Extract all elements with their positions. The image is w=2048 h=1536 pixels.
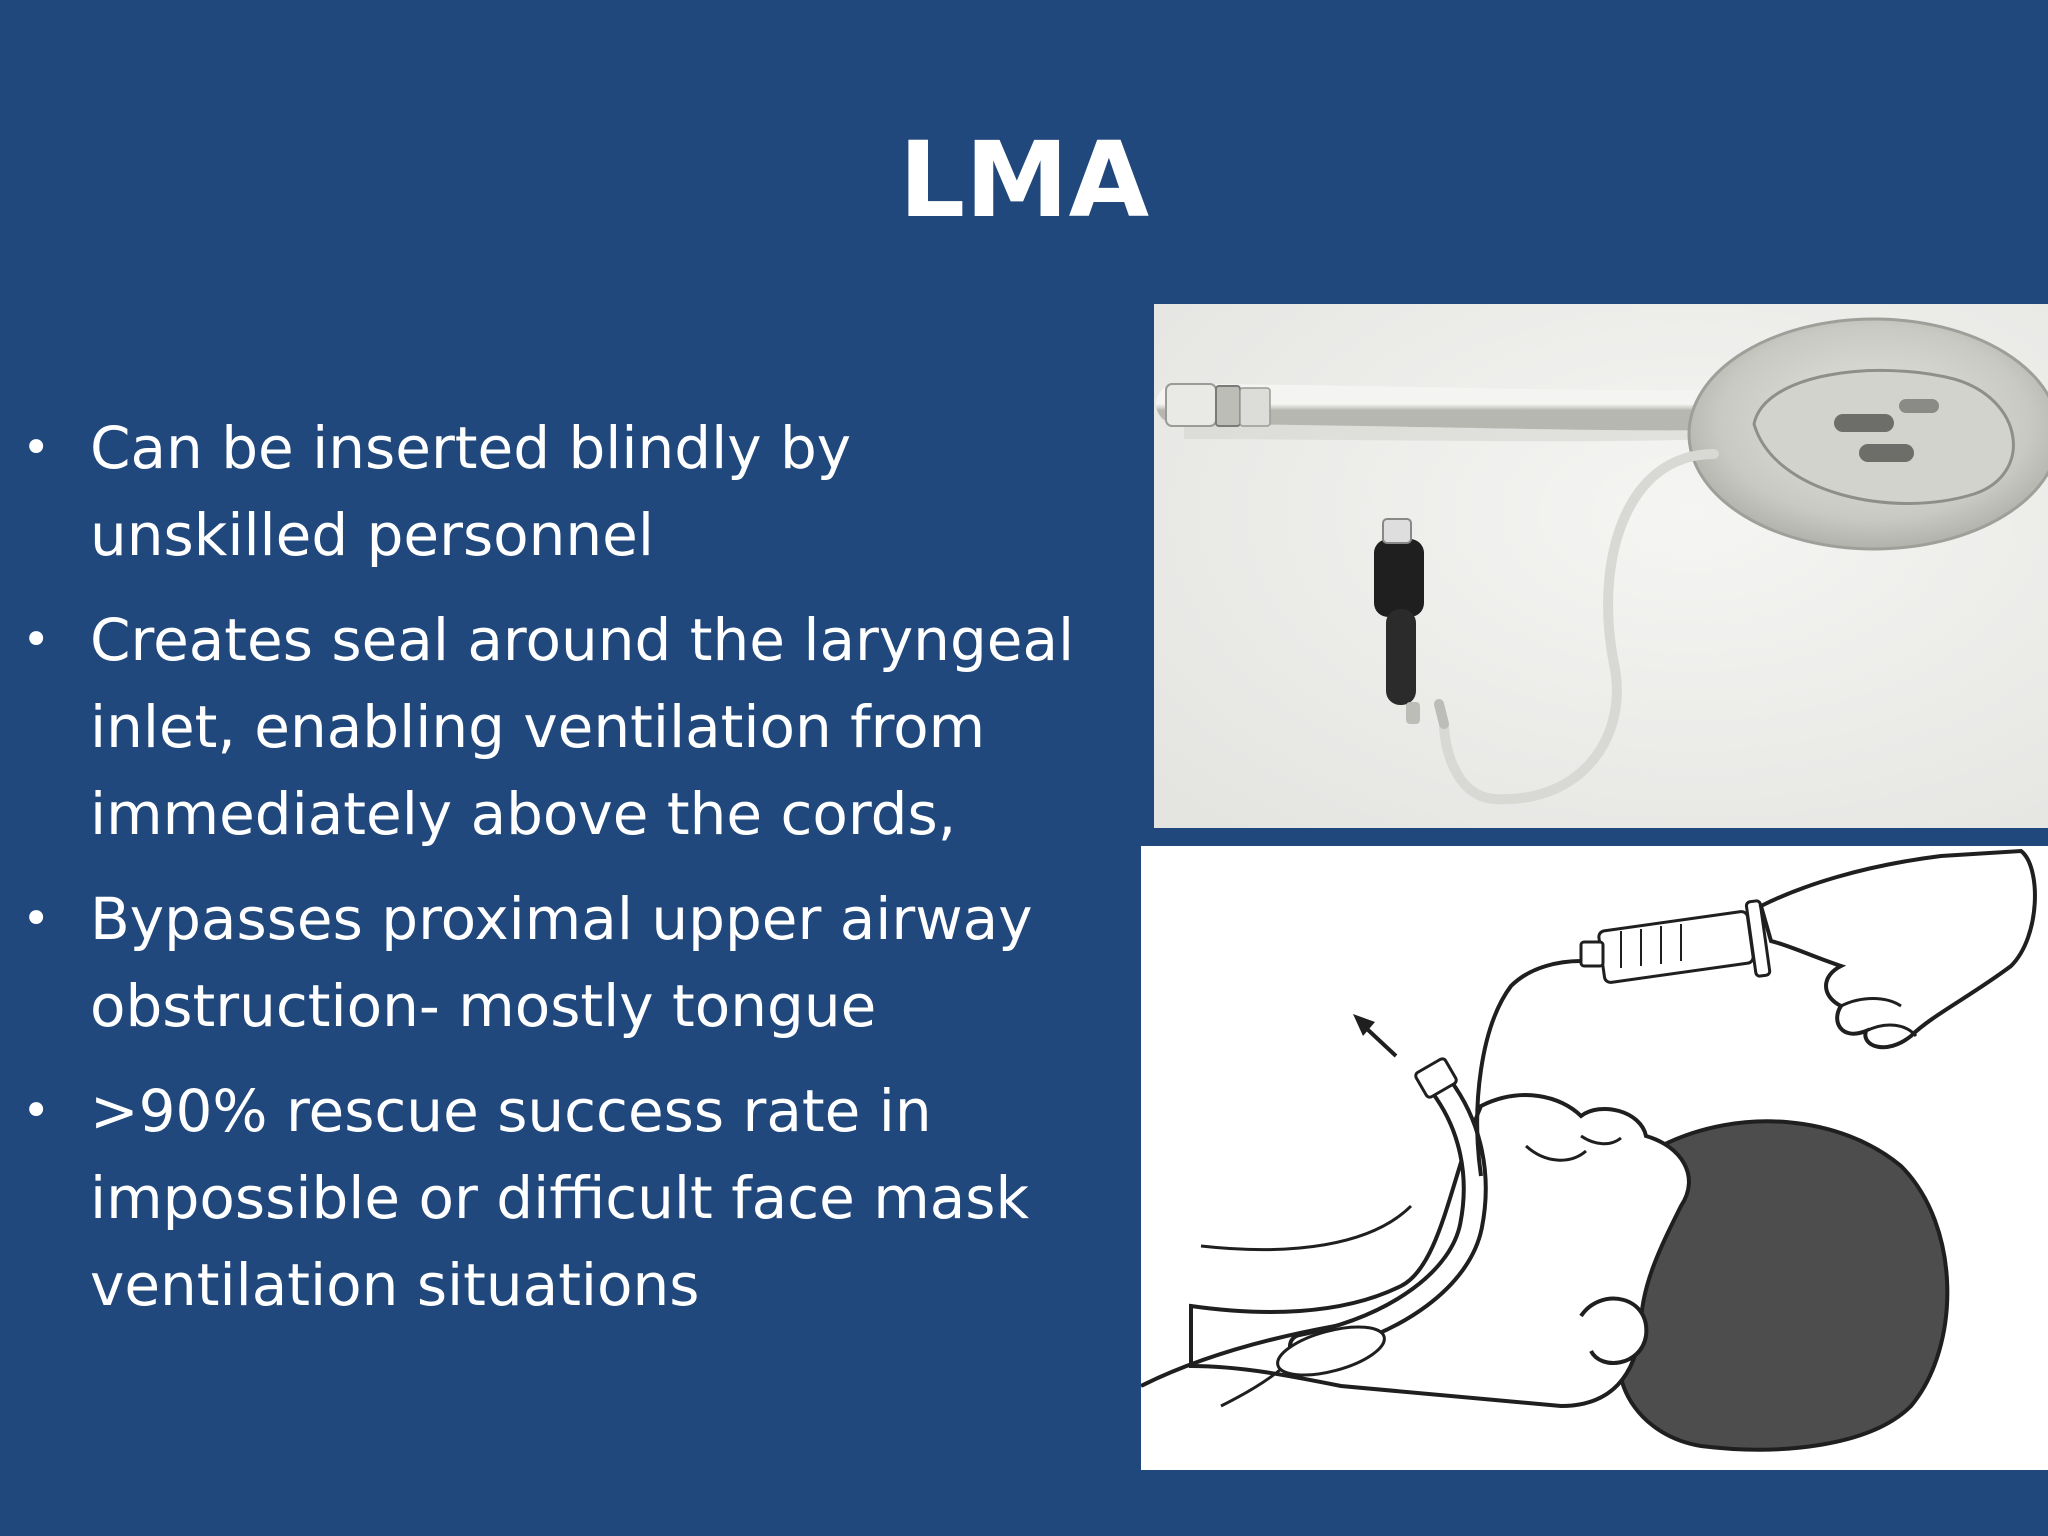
- bullet-dot: •: [22, 612, 51, 668]
- bullet-line: Can be inserted blindly by: [90, 414, 852, 482]
- bullet-dot: •: [22, 891, 51, 947]
- lma-insertion-illustration: [1141, 846, 2048, 1470]
- bullet-line: obstruction- mostly tongue: [90, 972, 877, 1040]
- bullet-dot: •: [22, 420, 51, 476]
- bullet-item: [20, 876, 1120, 1050]
- bullet-line: Bypasses proximal upper airway: [90, 885, 1033, 953]
- bullet-line: immediately above the cords,: [90, 780, 957, 848]
- bullet-line: Creates seal around the laryngeal: [90, 606, 1075, 674]
- laryngeal-mask-airway-photo: [1154, 304, 2048, 828]
- bullet-line: unskilled personnel: [90, 501, 654, 569]
- bullet-line: impossible or difficult face mask: [90, 1164, 1030, 1232]
- slide-title: LMA: [898, 119, 1150, 241]
- bullet-line: inlet, enabling ventilation from: [90, 693, 986, 761]
- lma-insertion-drawing: [1141, 846, 2048, 1470]
- bullet-line: ventilation situations: [90, 1251, 700, 1319]
- lma-photo-drawing: [1154, 304, 2048, 828]
- bullet-item: [20, 597, 1120, 858]
- bullet-item: [20, 405, 1120, 579]
- bullet-item: [20, 1068, 1120, 1329]
- bullet-line: >90% rescue success rate in: [90, 1077, 932, 1145]
- bullet-dot: •: [22, 1083, 51, 1139]
- bullet-list: [20, 405, 1120, 1347]
